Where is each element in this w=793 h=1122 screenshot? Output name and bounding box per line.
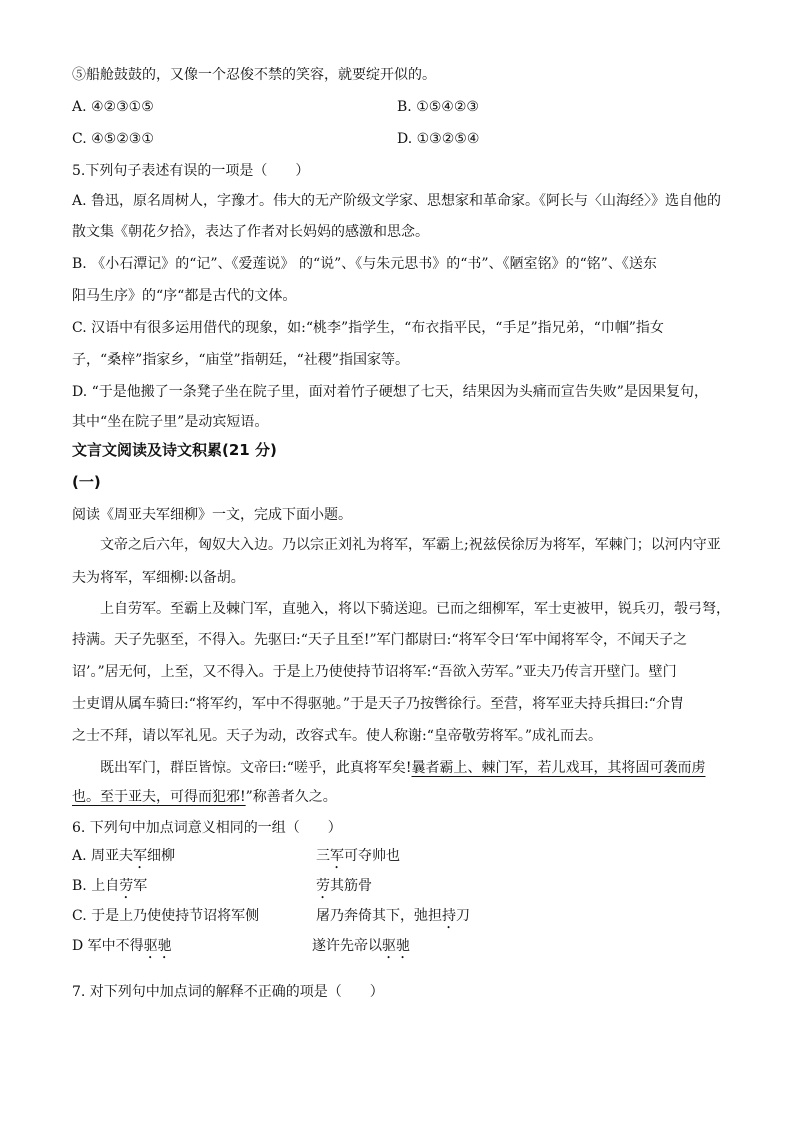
q6-option-b-left: B. 上自劳军 xyxy=(72,878,148,894)
q5-option-b-line2: 阳马生序》的“序“都是古代的文体。 xyxy=(72,288,297,304)
passage-p1-line1: 文帝之后六年，匈奴大入边。乃以宗正刘礼为将军，军霸上;祝兹侯徐厉为将军，军棘门；以河内守亚 xyxy=(100,537,721,553)
q6-option-a-left: A. 周亚夫军细柳 xyxy=(72,848,176,864)
passage-p3-text-end: ”称善者久之。 xyxy=(245,789,337,805)
passage-p3-text: 既出军门，群臣皆惊。文帝曰:“嗟乎，此真将军矣! xyxy=(100,760,412,776)
q4-option-a: A. ④②③①⑤ xyxy=(72,99,154,115)
q6-option-b-right: 劳其筋骨 xyxy=(316,878,372,894)
q6-option-c-right: 屠乃奔倚其下，弛担持刀 xyxy=(316,908,470,924)
q6-stem: 6. 下列句中加点词意义相同的一组（ ） xyxy=(72,820,342,836)
section-subtitle: (一) xyxy=(72,473,101,491)
passage-p3-line1 xyxy=(100,759,706,777)
section-title: 文言文阅读及诗文积累(21 分) xyxy=(72,441,277,459)
passage-p2-line2: 持满。天子先驱至，不得入。先驱曰:“天子且至!”军门都尉曰:“将军令曰‘军中闻将军令，不闻天子之 xyxy=(72,632,687,648)
q6-option-d-left: D 军中不得驱驰 xyxy=(72,938,172,954)
q5-option-a-line1: A. 鲁迅，原名周树人，字豫才。伟大的无产阶级文学家、思想家和革命家。《阿长与〈山海经〉》选自他的 xyxy=(72,193,722,209)
q5-stem: 5.下列句子表述有误的一项是（ ） xyxy=(72,163,310,179)
q4-option-c: C. ④⑤②③① xyxy=(72,131,154,147)
q5-option-b-line1: B. 《小石潭记》的“记”、《爱莲说》 的“说”、《与朱元思书》的“书”、《陋室铭》的“铭”、《送东 xyxy=(72,256,657,272)
q7-stem: 7. 对下列句中加点词的解释不正确的项是（ ） xyxy=(72,984,384,1000)
underlined-sentence: 曩者霸上、棘门军，若儿戏耳，其将固可袭而虏 xyxy=(411,760,706,776)
q6-option-c-left: C. 于是上乃使使持节诏将军侧 xyxy=(72,908,260,924)
passage-p2-line3: 诏’。”居无何，上至，又不得入。于是上乃使使持节诏将军:“吾欲入劳军。”亚夫乃传言开壁门。壁门 xyxy=(72,664,677,680)
passage-p2-line4: 士吏谓从属车骑曰:“将军约，军中不得驱驰。”于是天子乃按辔徐行。至营，将军亚夫持兵揖曰:“介胄 xyxy=(72,696,684,712)
passage-p1-line2: 夫为将军，军细柳:以备胡。 xyxy=(72,570,245,586)
q4-option-d: D. ①③②⑤④ xyxy=(397,131,480,147)
reading-intro: 阅读《周亚夫军细柳》一文，完成下面小题。 xyxy=(72,507,352,523)
passage-p3-line2 xyxy=(72,788,337,806)
passage-p2-line1: 上自劳军。至霸上及棘门军，直驰入，将以下骑送迎。已而之细柳军，军士吏被甲，锐兵刃，彀弓弩， xyxy=(100,601,730,617)
passage-p2-line5: 之士不拜，请以军礼见。天子为动，改容式车。使人称谢:“皇帝敬劳将军。”成礼而去。 xyxy=(72,728,603,744)
q5-option-d-line2: 其中“坐在院子里”是动宾短语。 xyxy=(72,414,269,430)
q5-option-d-line1: D. “于是他搬了一条凳子坐在院子里，面对着竹子硬想了七天，结果因为头痛而宣告失败”是因果复句， xyxy=(72,384,708,400)
underlined-sentence-cont: 也。至于亚夫，可得而犯邪! xyxy=(72,789,246,805)
q5-option-c-line2: 子，“桑梓”指家乡，“庙堂”指朝廷，“社稷”指国家等。 xyxy=(72,352,409,368)
q6-option-d-right: 遂许先帝以驱驰 xyxy=(312,938,410,954)
q4-option-b: B. ①⑤④②③ xyxy=(397,99,479,115)
q6-option-a-right: 三军可夺帅也 xyxy=(316,848,400,864)
q5-option-c-line1: C. 汉语中有很多运用借代的现象，如:“桃李”指学生，“布衣指平民，“手足”指兄弟，“巾帼”指女 xyxy=(72,320,664,336)
q4-item5: ⑤船舱鼓鼓的，又像一个忍俊不禁的笑容，就要绽开似的。 xyxy=(72,67,436,83)
q5-option-a-line2: 散文集《朝花夕拾》，表达了作者对长妈妈的感激和思念。 xyxy=(72,224,429,240)
